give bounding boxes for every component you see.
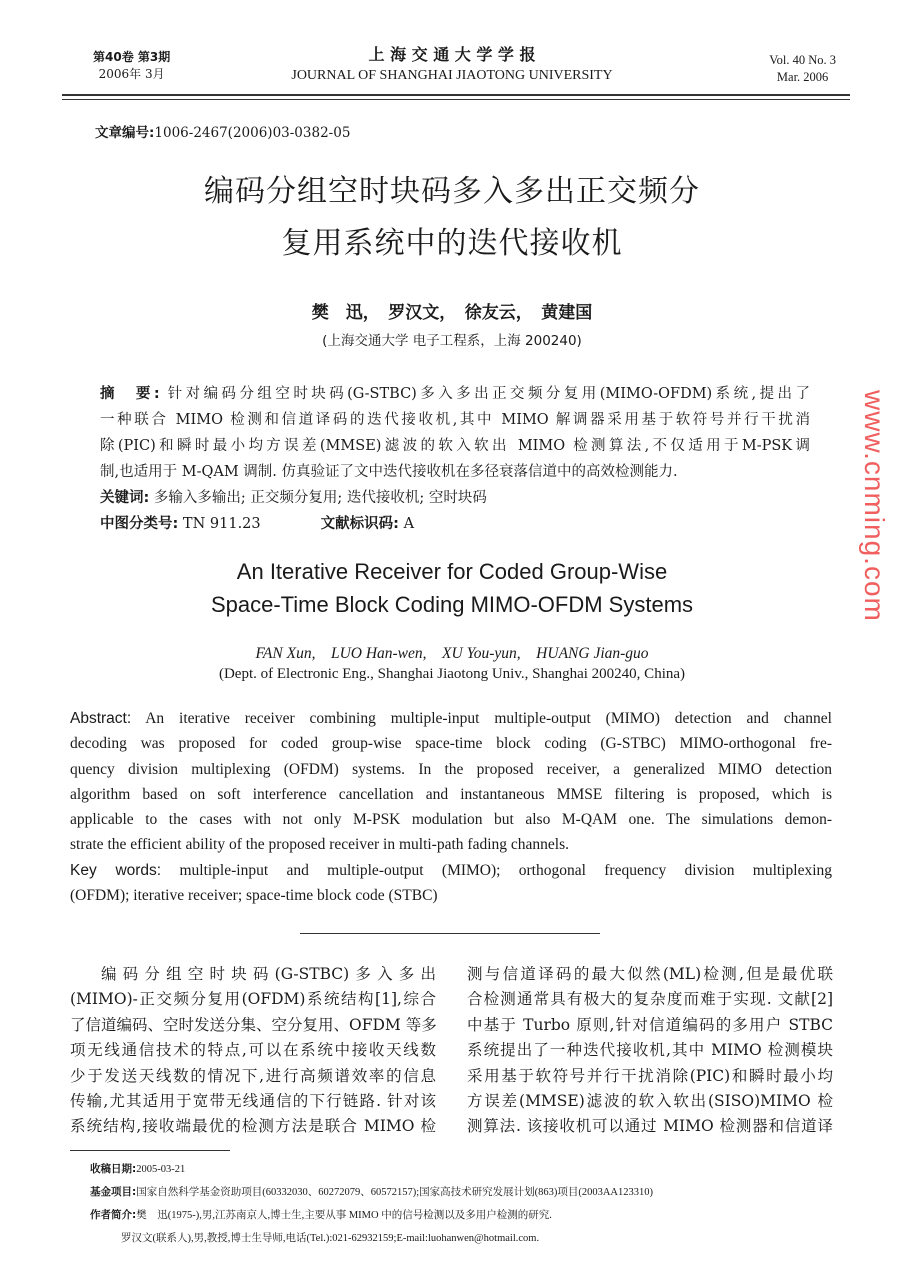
abstract-cn-line: 制,也适用于 M-QAM 调制. 仿真验证了文中迭代接收机在多径衰落信道中的高效检测能力. — [100, 464, 678, 480]
body-line: 系统提出了一种迭代接收机,其中 MIMO 检测模块 — [467, 1041, 833, 1060]
body-line: 采用基于软符号并行干扰消除(PIC)和瞬时最小均 — [467, 1066, 833, 1085]
abstract-en — [70, 706, 832, 908]
keywords-en-label: Key words: — [70, 861, 162, 879]
footnote-label: 基金项目: — [90, 1186, 137, 1198]
abstract-cn-line: 一种联合 MIMO 检测和信道译码的迭代接收机,其中 MIMO 解调器采用基于软符号并行干扰消 — [100, 412, 810, 428]
issue-info-en — [769, 52, 836, 86]
abstract-en-line: quency division multiplexing (OFDM) systems. In the proposed receiver, a generalized MIMO detection — [70, 760, 832, 778]
footnote-text: 樊 迅(1975-),男,江苏南京人,博士生,主要从事 MIMO 中的信号检测以及多用户检测的研究. — [136, 1210, 552, 1221]
body-line: 了信道编码、空时发送分集、空分复用、OFDM 等多 — [70, 1015, 437, 1034]
title-cn-line: 编码分组空时块码多入多出正交频分 — [204, 174, 700, 209]
title-cn — [0, 166, 904, 270]
authors-en: FAN Xun, LUO Han-wen, XU You-yun, HUANG Jian-guo — [255, 645, 649, 662]
date-en: Mar. 2006 — [776, 70, 829, 84]
abstract-en-label: Abstract: — [70, 710, 132, 727]
keywords-en: (OFDM); iterative receiver; space-time block code (STBC) — [70, 887, 438, 905]
footnote-label: 作者简介: — [90, 1209, 137, 1221]
journal-en: JOURNAL OF SHANGHAI JIAOTONG UNIVERSITY — [291, 68, 613, 83]
body-line: 项无线通信技术的特点,可以在系统中接收天线数 — [70, 1041, 436, 1060]
footnote-text: 国家自然科学基金资助项目(60332030、60272079、60572157);国家高技术研究发展计划(863)项目(2003AA123310) — [136, 1187, 654, 1198]
doc-code-value: A — [403, 516, 415, 532]
abstract-en-line: algorithm based on soft interference cancellation and instantaneous MMSE filtering is proposed, which is — [70, 785, 832, 803]
date-cn: 2006年 3月 — [98, 67, 165, 81]
journal-name — [250, 44, 654, 86]
volume-en: Vol. 40 No. 3 — [769, 53, 836, 67]
keywords-en: multiple-input and multiple-output (MIMO); orthogonal frequency division multiplexing — [179, 861, 833, 879]
abstract-en-line: applicable to the cases with not only M-PSK modulation but also M-QAM one. The simulations demon- — [70, 811, 832, 829]
abstract-cn-line: 除(PIC)和瞬时最小均方误差(MMSE)滤波的软入软出 MIMO 检测算法,不仅适用于M-PSK调 — [100, 438, 810, 454]
article-number — [95, 121, 350, 141]
section-divider — [300, 933, 600, 934]
keywords-cn: 多输入多输出; 正交频分复用; 迭代接收机; 空时块码 — [153, 490, 487, 506]
title-en-line: Space-Time Block Coding MIMO-OFDM Systems — [210, 592, 694, 617]
abstract-cn-label: 摘 要: — [100, 386, 160, 402]
title-en-line: An Iterative Receiver for Coded Group-Wise — [236, 559, 668, 584]
body-line: 少于发送天线数的情况下,进行高频谱效率的信息 — [70, 1066, 436, 1085]
body-line: 编码分组空时块码(G-STBC)多入多出 — [101, 965, 436, 983]
body-line: 传输,尤其适用于宽带无线通信的下行链路. 针对该 — [70, 1092, 436, 1111]
body-line: (MIMO)-正交频分复用(OFDM)系统结构[1],综合 — [70, 990, 436, 1009]
affiliation-cn: (上海交通大学 电子工程系，上海 200240) — [322, 333, 582, 349]
abstract-en-line: decoding was proposed for coded group-wise space-time block coding (G-STBC) MIMO-orthogonal fre- — [70, 735, 832, 753]
footnotes — [90, 1158, 653, 1250]
article-number-label: 文章编号: — [95, 125, 155, 141]
body-line: 测与信道译码的最大似然(ML)检测,但是最优联 — [467, 965, 833, 983]
body-line: 方误差(MMSE)滤波的软入软出(SISO)MIMO 检 — [467, 1092, 833, 1111]
keywords-cn-label: 关键词: — [100, 490, 150, 506]
journal-cn: 上 海 交 通 大 学 学 报 — [368, 45, 536, 64]
body-line: 中基于 Turbo 原则,针对信道编码的多用户 STBC — [467, 1015, 833, 1034]
abstract-cn — [100, 381, 810, 537]
abstract-cn-line: 针对编码分组空时块码(G-STBC)多入多出正交频分复用(MIMO-OFDM)系统,提出了 — [167, 386, 810, 402]
title-cn-line: 复用系统中的迭代接收机 — [281, 226, 623, 261]
class-label: 中图分类号: — [100, 516, 179, 532]
footnote-rule — [70, 1150, 230, 1151]
body-line: 测算法. 该接收机可以通过 MIMO 检测器和信道译 — [467, 1117, 833, 1136]
abstract-en-line: An iterative receiver combining multiple-input multiple-output (MIMO) detection and channel — [145, 710, 832, 727]
authors-cn: 樊 迅， 罗汉文， 徐友云， 黄建国 — [311, 303, 593, 323]
body-column-right — [467, 962, 833, 1140]
body-line: 系统结构,接收端最优的检测方法是联合 MIMO 检 — [70, 1117, 436, 1136]
header-rule — [62, 94, 850, 100]
article-number-value: 1006-2467(2006)03-0382-05 — [154, 125, 351, 141]
abstract-en-line: strate the efficient ability of the proposed receiver in multi-path fading channels. — [70, 836, 569, 854]
issue-info-cn — [93, 49, 170, 83]
footnote-text: 罗汉文(联系人),男,教授,博士生导师,电话(Tel.):021-62932159;E-mail:luohanwen@hotmail.com. — [121, 1233, 540, 1244]
footnote-label: 收稿日期: — [90, 1163, 137, 1175]
doc-code-label: 文献标识码: — [320, 516, 399, 532]
body-column-left — [70, 962, 436, 1140]
footnote-text: 2005-03-21 — [136, 1164, 186, 1175]
volume-cn: 第40卷 第3期 — [93, 50, 171, 64]
affiliation-en: (Dept. of Electronic Eng., Shanghai Jiaotong Univ., Shanghai 200240, China) — [218, 666, 686, 682]
watermark: www.cnming.com — [859, 390, 890, 622]
title-en — [0, 555, 904, 621]
body-line: 合检测通常具有极大的复杂度而难于实现. 文献[2] — [467, 990, 833, 1009]
class-value: TN 911.23 — [182, 516, 261, 532]
